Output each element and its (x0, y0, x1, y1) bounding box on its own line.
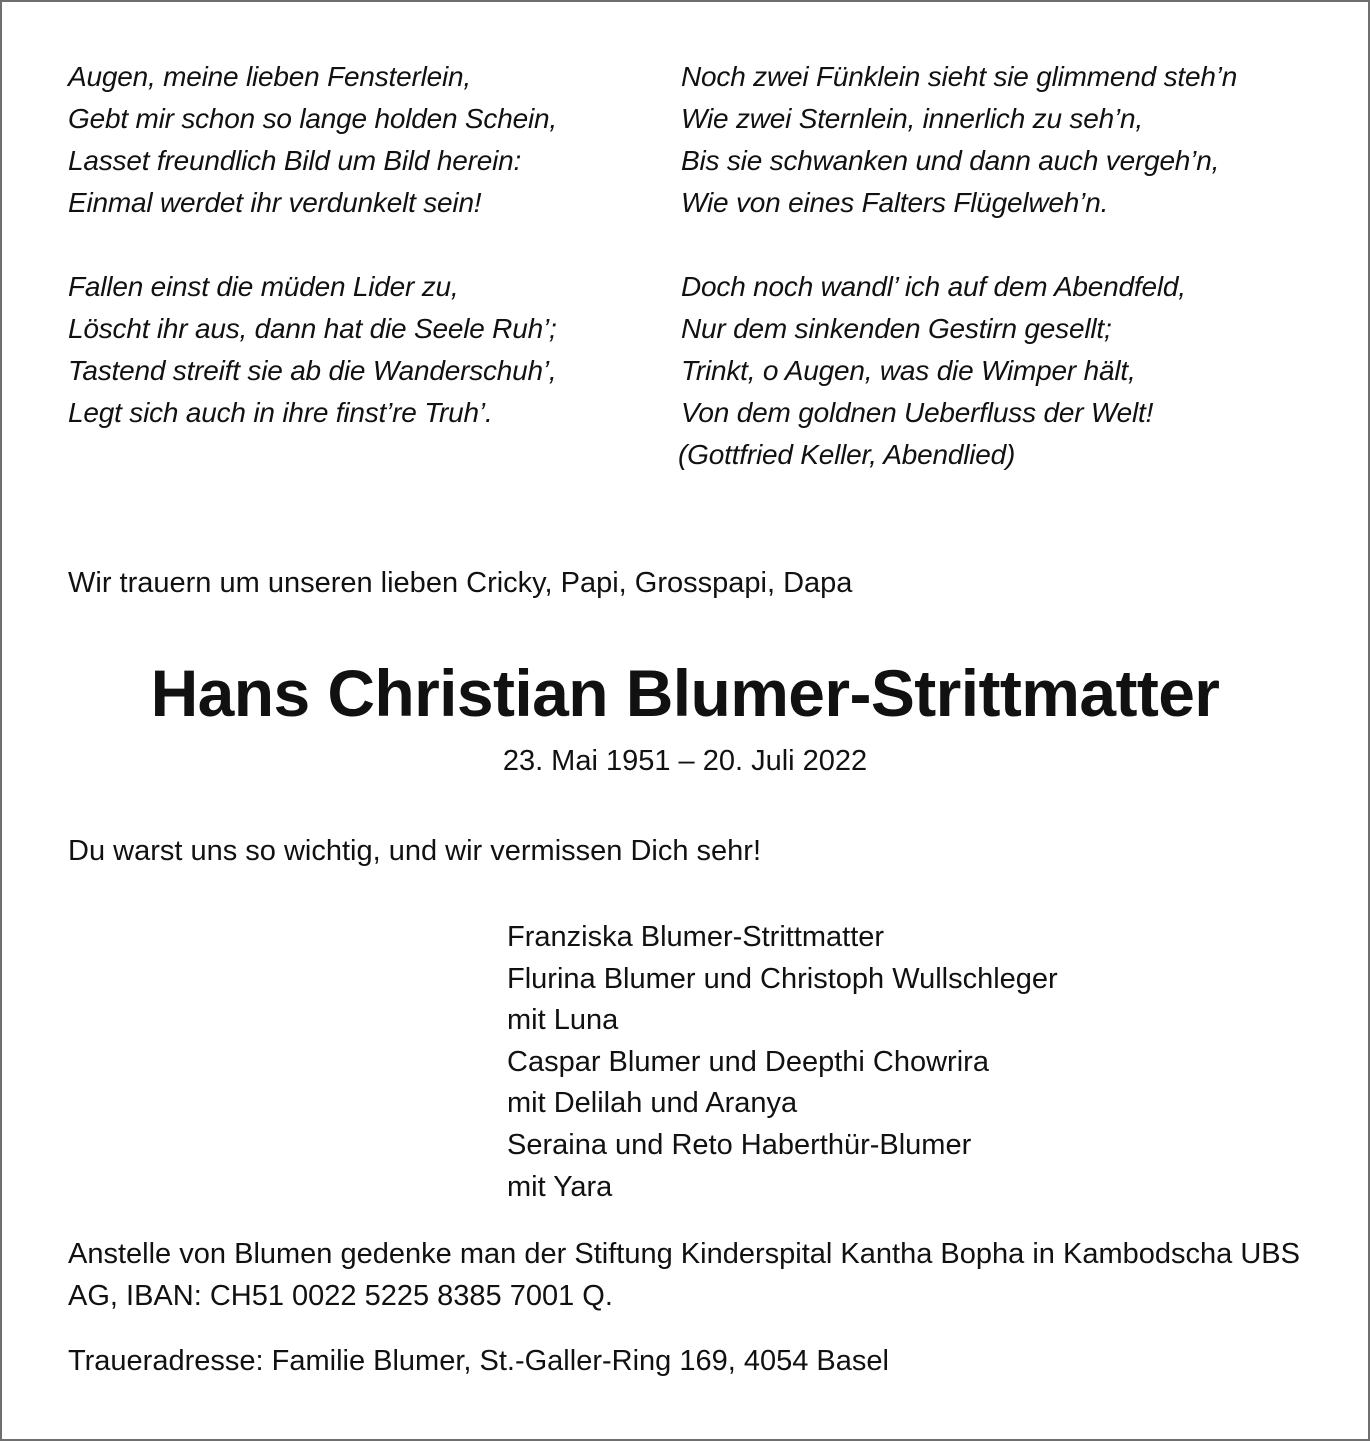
poem-line: Trinkt, o Augen, was die Wimper hält, (681, 355, 1136, 386)
poem-stanza (681, 266, 1341, 434)
poem-line: Bis sie schwanken und dann auch vergeh’n, (681, 145, 1220, 176)
poem-line: Gebt mir schon so lange holden Schein, (68, 103, 557, 134)
mourner-line: Seraina und Reto Haberthür-Blumer (507, 1128, 972, 1161)
poem-line: Einmal werdet ihr verdunkelt sein! (68, 187, 482, 218)
poem-attribution: (Gottfried Keller, Abendlied) (678, 439, 1016, 470)
poem-line: Von dem goldnen Ueberfluss der Welt! (681, 397, 1154, 428)
donation-note: Anstelle von Blumen gedenke man der Stiftung Kinderspital Kantha Bopha in Kambodscha UBS AG, IBAN: CH51 0022 5225 8385 7001 Q. (68, 1238, 1300, 1312)
life-dates: 23. Mai 1951 – 20. Juli 2022 (502, 745, 868, 777)
poem-right-column (678, 56, 1341, 476)
poem-line: Legt sich auch in ihre finst’re Truh’. (68, 397, 493, 428)
poem-line: Doch noch wandl’ ich auf dem Abendfeld, (681, 271, 1186, 302)
mourner-line: mit Delilah und Aranya (507, 1087, 798, 1120)
poem-line: Nur dem sinkenden Gestirn gesellt; (681, 313, 1112, 344)
deceased-name: Hans Christian Blumer-Strittmatter (150, 656, 1220, 730)
mourners-list (507, 917, 1058, 1208)
mourner-line: mit Luna (507, 1004, 619, 1037)
poem-stanza (68, 56, 658, 224)
poem-line: Löscht ihr aus, dann hat die Seele Ruh’; (68, 313, 557, 344)
poem-line: Wie von eines Falters Flügelweh’n. (681, 187, 1109, 218)
poem-line: Augen, meine lieben Fensterlein, (68, 61, 471, 92)
poem-left-column (68, 56, 658, 476)
poem-line: Lasset freundlich Bild um Bild herein: (68, 145, 522, 176)
mourning-intro: Wir trauern um unseren lieben Cricky, Papi, Grosspapi, Dapa (68, 567, 853, 599)
mourner-line: Franziska Blumer-Strittmatter (507, 921, 885, 953)
poem-line: Fallen einst die müden Lider zu, (68, 271, 459, 302)
poem-line: Wie zwei Sternlein, innerlich zu seh’n, (681, 103, 1143, 134)
mourning-address: Traueradresse: Familie Blumer, St.-Galler-Ring 169, 4054 Basel (68, 1345, 889, 1377)
poem-stanza (68, 266, 658, 434)
mourner-line: Flurina Blumer und Christoph Wullschleger (507, 962, 1058, 995)
poem-line: Tastend streift sie ab die Wanderschuh’, (68, 355, 557, 386)
mourner-line: mit Yara (507, 1170, 613, 1203)
mourner-line: Caspar Blumer und Deepthi Chowrira (507, 1045, 989, 1078)
poem-stanza (681, 56, 1341, 224)
poem-line: Noch zwei Fünklein sieht sie glimmend steh’n (681, 61, 1238, 92)
farewell-message: Du warst uns so wichtig, und wir vermissen Dich sehr! (68, 835, 762, 867)
